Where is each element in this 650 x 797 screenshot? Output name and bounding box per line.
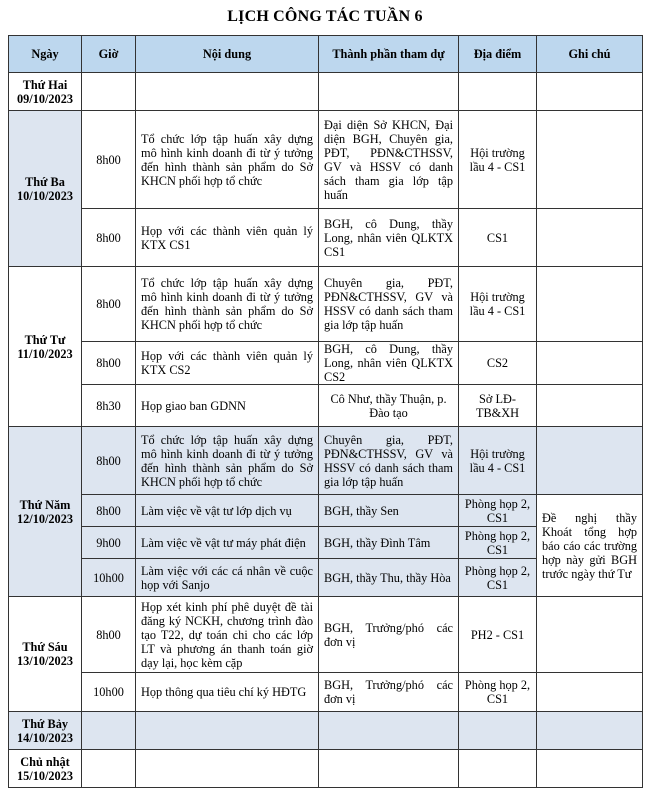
time-cell: 8h00 xyxy=(82,267,136,342)
header-place: Địa điểm xyxy=(459,36,537,73)
content-cell xyxy=(136,73,319,111)
day-cell xyxy=(9,73,82,111)
members-cell: Cô Như, thầy Thuận, p. Đào tạo xyxy=(319,385,459,427)
time-cell: 9h00 xyxy=(82,527,136,559)
day-date: 14/10/2023 xyxy=(16,730,74,745)
header-members: Thành phần tham dự xyxy=(319,36,459,73)
note-cell xyxy=(537,267,643,342)
day-name: Thứ Sáu xyxy=(22,640,68,654)
time-cell xyxy=(82,750,136,788)
note-cell xyxy=(537,342,643,385)
members-cell: Chuyên gia, PĐT, PĐN&CTHSSV, GV và HSSV có danh sách tham gia lớp tập huấn xyxy=(319,427,459,495)
place-cell: PH2 - CS1 xyxy=(459,597,537,673)
table-header-row xyxy=(9,36,643,73)
members-cell xyxy=(319,750,459,788)
day-cell xyxy=(9,712,82,750)
place-cell: Hội trường lầu 4 - CS1 xyxy=(459,267,537,342)
time-cell: 8h00 xyxy=(82,495,136,527)
place-cell: Hội trường lầu 4 - CS1 xyxy=(459,427,537,495)
members-cell: BGH, cô Dung, thầy Long, nhân viên QLKTX CS2 xyxy=(319,342,459,385)
note-cell xyxy=(537,673,643,712)
note-cell xyxy=(537,427,643,495)
members-cell: BGH, Trưởng/phó các đơn vị xyxy=(319,597,459,673)
day-name: Thứ Bảy xyxy=(22,716,68,731)
content-cell: Họp với các thành viên quản lý KTX CS1 xyxy=(136,209,319,267)
day-cell xyxy=(9,597,82,712)
note-cell xyxy=(537,209,643,267)
content-cell: Làm việc về vật tư lớp dịch vụ xyxy=(136,495,319,527)
content-cell: Tổ chức lớp tập huấn xây dựng mô hình kinh doanh đi từ ý tưởng đến hình thành sản phẩm do Sở KHCN phối hợp tổ chức xyxy=(136,267,319,342)
members-cell: Đại diện Sở KHCN, Đại diện BGH, Chuyên gia, PĐT, PĐN&CTHSSV, GV và HSSV có danh sách tham gia lớp tập huấn xyxy=(319,111,459,209)
members-cell: BGH, Trưởng/phó các đơn vị xyxy=(319,673,459,712)
place-cell xyxy=(459,712,537,750)
note-cell: Đề nghị thầy Khoát tổng hợp báo cáo các trường hợp này gửi BGH trước ngày thứ Tư xyxy=(537,495,643,597)
table-row xyxy=(9,427,643,495)
day-date: 10/10/2023 xyxy=(16,188,74,203)
time-cell: 8h30 xyxy=(82,385,136,427)
note-cell xyxy=(537,73,643,111)
day-date: 09/10/2023 xyxy=(16,91,74,106)
day-name: Thứ Tư xyxy=(24,332,66,347)
members-cell: Chuyên gia, PĐT, PĐN&CTHSSV, GV và HSSV có danh sách tham gia lớp tập huấn xyxy=(319,267,459,342)
time-cell: 8h00 xyxy=(82,111,136,209)
time-cell xyxy=(82,73,136,111)
members-cell: BGH, thầy Thu, thầy Hòa xyxy=(319,559,459,597)
members-cell: BGH, cô Dung, thầy Long, nhân viên QLKTX CS1 xyxy=(319,209,459,267)
table-row xyxy=(9,111,643,209)
day-name: Chủ nhật xyxy=(20,754,70,769)
time-cell: 8h00 xyxy=(82,209,136,267)
content-cell xyxy=(136,750,319,788)
table-row xyxy=(9,597,643,673)
place-cell: CS2 xyxy=(459,342,537,385)
day-cell xyxy=(9,111,82,267)
day-date: 12/10/2023 xyxy=(16,511,74,526)
time-cell: 8h00 xyxy=(82,597,136,673)
table-row xyxy=(9,73,643,111)
members-cell xyxy=(319,73,459,111)
time-cell xyxy=(82,712,136,750)
table-row xyxy=(9,673,643,712)
table-row xyxy=(9,267,643,342)
page-title: LỊCH CÔNG TÁC TUẦN 6 xyxy=(227,8,423,25)
note-cell xyxy=(537,111,643,209)
header-note: Ghi chú xyxy=(537,36,643,73)
place-cell: Phòng họp 2, CS1 xyxy=(459,559,537,597)
members-cell: BGH, thầy Sen xyxy=(319,495,459,527)
place-cell: Sở LĐ-TB&XH xyxy=(459,385,537,427)
header-time: Giờ xyxy=(82,36,136,73)
day-date: 11/10/2023 xyxy=(17,346,73,361)
note-cell xyxy=(537,712,643,750)
table-row xyxy=(9,209,643,267)
day-cell xyxy=(9,750,82,788)
header-content: Nội dung xyxy=(136,36,319,73)
day-cell xyxy=(9,267,82,427)
content-cell: Họp giao ban GDNN xyxy=(136,385,319,427)
members-cell xyxy=(319,712,459,750)
day-date: 15/10/2023 xyxy=(16,768,74,783)
content-cell: Làm việc về vật tư máy phát điện xyxy=(136,527,319,559)
day-name: Thứ Ba xyxy=(25,174,65,189)
table-row xyxy=(9,712,643,750)
content-cell: Họp với các thành viên quản lý KTX CS2 xyxy=(136,342,319,385)
note-cell xyxy=(537,597,643,673)
content-cell xyxy=(136,712,319,750)
place-cell xyxy=(459,750,537,788)
header-day: Ngày xyxy=(9,36,82,73)
place-cell: Hội trường lầu 4 - CS1 xyxy=(459,111,537,209)
members-cell: BGH, thầy Đình Tâm xyxy=(319,527,459,559)
day-name: Thứ Hai xyxy=(22,77,68,92)
table-row xyxy=(9,385,643,427)
place-cell: CS1 xyxy=(459,209,537,267)
content-cell: Họp xét kinh phí phê duyệt đề tài đăng ký NCKH, chương trình đào tạo T22, dự toán chi cho các lớp LT và phương án thanh toán giờ dạy lại, học kèm cặp xyxy=(136,597,319,673)
day-name: Thứ Năm xyxy=(19,497,71,512)
table-row xyxy=(9,342,643,385)
schedule-table xyxy=(8,35,643,788)
content-cell: Tổ chức lớp tập huấn xây dựng mô hình kinh doanh đi từ ý tưởng đến hình thành sản phẩm do Sở KHCN phối hợp tổ chức xyxy=(136,111,319,209)
place-cell: Phòng họp 2, CS1 xyxy=(459,527,537,559)
time-cell: 10h00 xyxy=(82,559,136,597)
day-date: 13/10/2023 xyxy=(16,654,74,668)
place-cell xyxy=(459,73,537,111)
time-cell: 8h00 xyxy=(82,342,136,385)
note-cell xyxy=(537,385,643,427)
day-cell xyxy=(9,427,82,597)
content-cell: Họp thông qua tiêu chí ký HĐTG xyxy=(136,673,319,712)
place-cell: Phòng họp 2, CS1 xyxy=(459,673,537,712)
place-cell: Phòng họp 2, CS1 xyxy=(459,495,537,527)
content-cell: Tổ chức lớp tập huấn xây dựng mô hình kinh doanh đi từ ý tưởng đến hình thành sản phẩm do Sở KHCN phối hợp tổ chức xyxy=(136,427,319,495)
table-row xyxy=(9,495,643,527)
table-row xyxy=(9,750,643,788)
time-cell: 8h00 xyxy=(82,427,136,495)
note-cell xyxy=(537,750,643,788)
content-cell: Làm việc với các cá nhân về cuộc họp với Sanjo xyxy=(136,559,319,597)
time-cell: 10h00 xyxy=(82,673,136,712)
